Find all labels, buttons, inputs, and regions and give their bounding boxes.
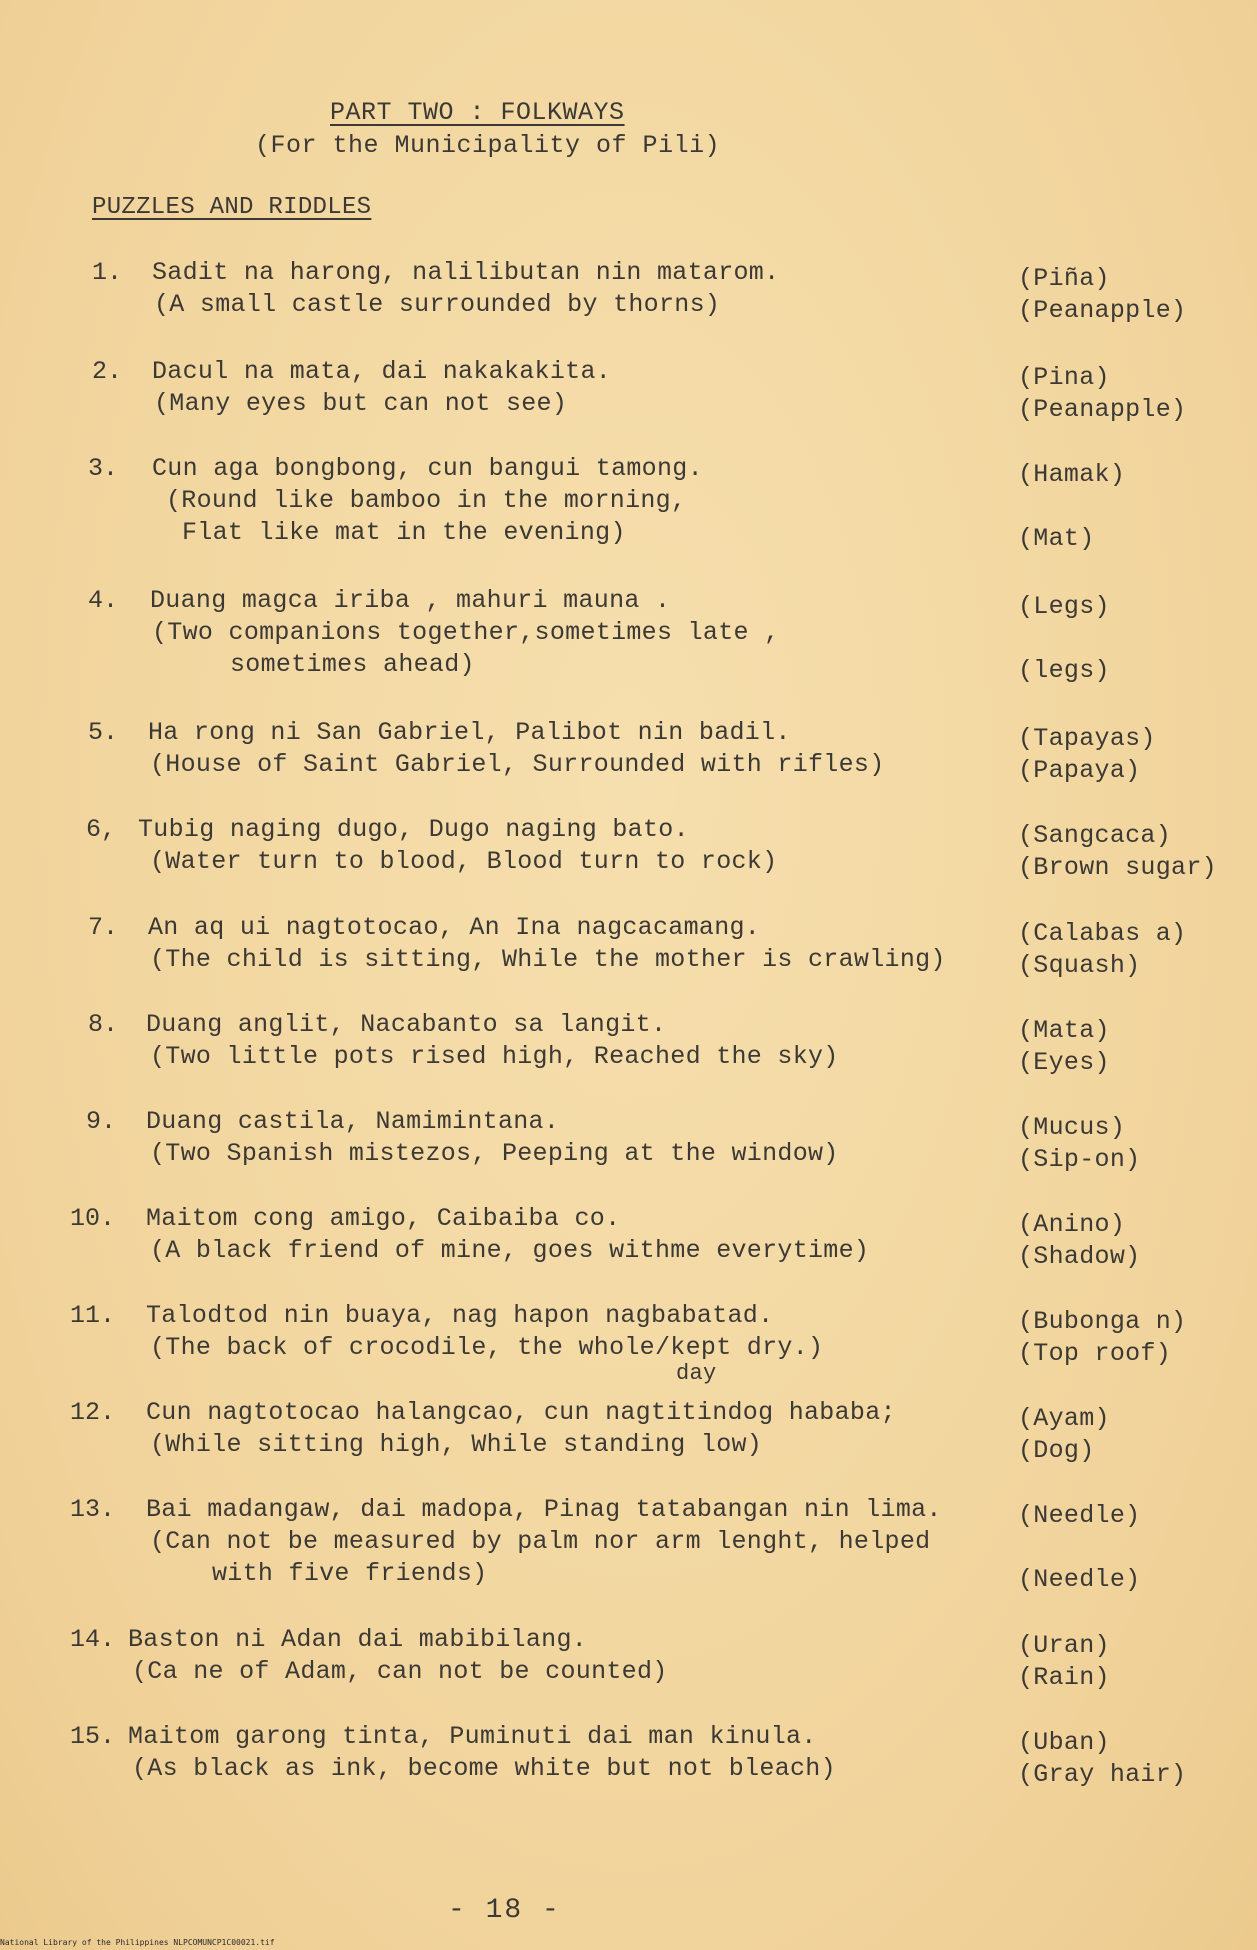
riddle-text: An aq ui nagtotocao, An Ina nagcacamang. <box>148 913 761 942</box>
riddle-answer: (Legs) <box>1018 592 1110 621</box>
riddle-answer-translation: (Brown sugar) <box>1018 853 1217 882</box>
riddle-text: Duang castila, Namimintana. <box>146 1107 560 1136</box>
riddle-answer: (Ayam) <box>1018 1404 1110 1433</box>
riddle-text: Sadit na harong, nalilibutan nin matarom. <box>152 258 780 287</box>
riddle-translation: (A small castle surrounded by thorns) <box>154 290 721 319</box>
riddle-answer-translation: (Papaya) <box>1018 756 1141 785</box>
riddle-translation: with five friends) <box>212 1559 488 1588</box>
section-heading: PUZZLES AND RIDDLES <box>92 194 372 221</box>
riddle-text: Talodtod nin buaya, nag hapon nagbabatad. <box>146 1301 774 1330</box>
riddle-answer: (Needle) <box>1018 1501 1141 1530</box>
riddle-text: Bai madangaw, dai madopa, Pinag tatabangan nin lima. <box>146 1495 942 1524</box>
riddle-answer-translation: (Mat) <box>1018 524 1095 553</box>
riddle-answer: (Bubonga n) <box>1018 1307 1187 1336</box>
archive-stamp: National Library of the Philippines NLPCOMUNCP1C00021.tif <box>0 1938 275 1947</box>
riddle-answer-translation: (legs) <box>1018 656 1110 685</box>
riddle-answer-translation: (Peanapple) <box>1018 296 1187 325</box>
riddle-translation: (While sitting high, While standing low) <box>150 1430 763 1459</box>
riddle-number: 9. <box>86 1107 117 1136</box>
riddle-number: 7. <box>88 913 119 942</box>
page-title: PART TWO : FOLKWAYS <box>330 98 625 127</box>
riddle-answer-translation: (Dog) <box>1018 1436 1095 1465</box>
riddle-answer: (Pina) <box>1018 363 1110 392</box>
riddle-answer: (Uban) <box>1018 1728 1110 1757</box>
riddle-translation: Flat like mat in the evening) <box>182 518 626 547</box>
riddle-answer: (Tapayas) <box>1018 724 1156 753</box>
riddle-translation: (House of Saint Gabriel, Surrounded with rifles) <box>150 750 885 779</box>
riddle-answer: (Hamak) <box>1018 460 1126 489</box>
riddle-text: Maitom cong amigo, Caibaiba co. <box>146 1204 621 1233</box>
riddle-translation: (Water turn to blood, Blood turn to rock) <box>150 847 778 876</box>
riddle-number: 12. <box>70 1398 116 1427</box>
riddle-number: 3. <box>88 454 119 483</box>
riddle-translation: (Two Spanish mistezos, Peeping at the window) <box>150 1139 839 1168</box>
riddle-translation: (Two companions together,sometimes late , <box>152 618 780 647</box>
riddle-answer-translation: (Sip-on) <box>1018 1145 1141 1174</box>
riddle-text: Cun nagtotocao halangcao, cun nagtitindog hababa; <box>146 1398 896 1427</box>
riddle-number: 8. <box>88 1010 119 1039</box>
page-subtitle: (For the Municipality of Pili) <box>255 131 721 160</box>
riddle-translation: sometimes ahead) <box>230 650 475 679</box>
riddle-translation: (Two little pots rised high, Reached the sky) <box>150 1042 839 1071</box>
riddle-number: 1. <box>92 258 123 287</box>
riddle-answer: (Anino) <box>1018 1210 1126 1239</box>
riddle-answer-translation: (Peanapple) <box>1018 395 1187 424</box>
riddle-text: Dacul na mata, dai nakakakita. <box>152 357 612 386</box>
riddle-number: 15. <box>70 1722 116 1751</box>
riddle-translation: (Ca ne of Adam, can not be counted) <box>132 1657 668 1686</box>
riddle-text: Maitom garong tinta, Puminuti dai man kinula. <box>128 1722 817 1751</box>
riddle-answer-translation: (Shadow) <box>1018 1242 1141 1271</box>
riddle-answer-translation: (Eyes) <box>1018 1048 1110 1077</box>
riddle-text: Baston ni Adan dai mabibilang. <box>128 1625 588 1654</box>
riddle-number: 4. <box>88 586 119 615</box>
riddle-translation: (The back of crocodile, the whole/kept dry.) <box>150 1333 824 1362</box>
riddle-translation: (Can not be measured by palm nor arm lenght, helped <box>150 1527 931 1556</box>
riddle-number: 14. <box>70 1625 116 1654</box>
riddle-translation: (Many eyes but can not see) <box>154 389 568 418</box>
riddle-number: 11. <box>70 1301 116 1330</box>
riddle-text: Ha rong ni San Gabriel, Palibot nin badil. <box>148 718 791 747</box>
riddle-text: Cun aga bongbong, cun bangui tamong. <box>152 454 703 483</box>
riddle-answer: (Sangcaca) <box>1018 821 1172 850</box>
page-number: - 18 - <box>448 1895 561 1926</box>
riddle-translation: (The child is sitting, While the mother is crawling) <box>150 945 946 974</box>
riddle-number: 10. <box>70 1204 116 1233</box>
riddle-answer: (Mucus) <box>1018 1113 1126 1142</box>
riddle-annotation: day <box>676 1361 717 1386</box>
riddle-translation: (A black friend of mine, goes withme everytime) <box>150 1236 870 1265</box>
riddle-translation: (Round like bamboo in the morning, <box>166 486 687 515</box>
riddle-answer-translation: (Gray hair) <box>1018 1760 1187 1789</box>
riddle-text: Duang magca iriba , mahuri mauna . <box>150 586 671 615</box>
riddle-answer-translation: (Rain) <box>1018 1663 1110 1692</box>
riddle-answer-translation: (Squash) <box>1018 951 1141 980</box>
riddle-answer: (Uran) <box>1018 1631 1110 1660</box>
riddle-answer: (Piña) <box>1018 264 1110 293</box>
riddle-answer-translation: (Top roof) <box>1018 1339 1172 1368</box>
riddle-answer: (Mata) <box>1018 1016 1110 1045</box>
riddle-answer: (Calabas a) <box>1018 919 1187 948</box>
riddle-text: Tubig naging dugo, Dugo naging bato. <box>138 815 689 844</box>
riddle-text: Duang anglit, Nacabanto sa langit. <box>146 1010 667 1039</box>
riddle-number: 6, <box>86 815 117 844</box>
riddle-number: 5. <box>88 718 119 747</box>
riddle-answer-translation: (Needle) <box>1018 1565 1141 1594</box>
riddle-number: 2. <box>92 357 123 386</box>
riddle-translation: (As black as ink, become white but not bleach) <box>132 1754 836 1783</box>
riddle-number: 13. <box>70 1495 116 1524</box>
